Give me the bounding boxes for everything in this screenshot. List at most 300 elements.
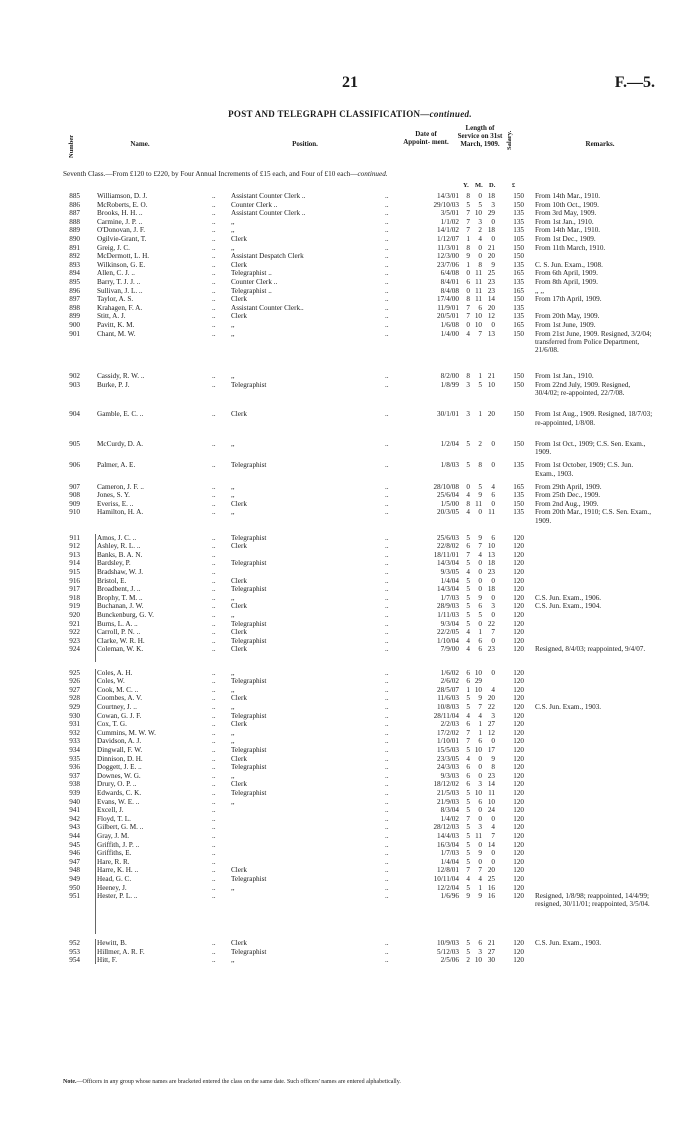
leader-dots: .. [385,956,389,965]
cell-m: 8 [478,260,482,269]
cell-date: 10/9/03 [437,939,459,948]
cell-no: 905 [69,440,80,449]
cell-no: 930 [69,711,80,720]
cell-date: 16/3/04 [437,840,459,849]
cell-y: 8 [466,243,470,252]
cell-pos: Telegraphist [231,559,267,568]
cell-y: 1 [466,260,470,269]
cell-date: 20/3/05 [437,508,459,517]
cell-y: 4 [466,568,470,576]
table-row [0,585,700,594]
leader-dots: .. [385,636,389,645]
cell-date: 1/11/03 [437,611,459,619]
leader-dots: .. [212,269,216,278]
leader-dots: .. [212,461,216,470]
footnote [63,1079,401,1085]
cell-no: 898 [69,303,80,312]
cell-date: 1/7/03 [440,593,459,602]
table-row [0,789,700,798]
cell-d: 27 [487,947,495,956]
cell-m: 1 [478,883,482,892]
cell-sal: 120 [513,585,524,594]
cell-no: 890 [69,235,80,243]
cell-d: 13 [487,329,495,338]
cell-name: Gilbert, G. M. .. [97,823,144,832]
leader-dots: .. [212,278,216,286]
cell-m: 2 [478,226,482,235]
cell-y: 5 [466,585,470,594]
cell-no: 896 [69,286,80,295]
cell-pos: ,, [231,728,235,737]
leader-dots: .. [212,694,216,703]
cell-sal: 120 [513,628,524,637]
cell-date: 3/5/01 [440,209,459,218]
cell-name: Coles, W. [97,677,125,686]
cell-rem: From 1st October, 1909; C.S. Jun. Exam., 1903. [535,461,634,478]
cell-name: O'Donovan, J. F. [97,226,146,235]
cell-d: 22 [487,619,495,628]
cell-pos: ,, [231,508,235,517]
cell-m: 10 [474,668,482,677]
cell-pos: Telegraphist [231,763,267,772]
leader-dots: .. [212,576,216,585]
leader-dots: .. [385,303,389,312]
leader-dots: .. [385,461,389,470]
cell-m: 10 [474,312,482,321]
cell-rem: C.S. Jun. Exam., 1903. [535,703,602,711]
cell-y: 5 [466,797,470,806]
cell-name: Williamson, D. J. [97,192,148,200]
cell-no: 901 [69,329,80,338]
leader-dots: .. [212,746,216,754]
cell-name: Bradshaw, W. J. [97,568,144,576]
cell-no: 922 [69,628,80,637]
cell-m: 1 [478,628,482,637]
cell-date: 17/4/00 [437,295,459,304]
cell-d: 18 [487,192,495,200]
cell-sal: 150 [513,295,524,304]
cell-date: 9/3/03 [440,771,459,780]
cell-pos: Clerk [231,754,247,763]
cell-name: Hewitt, B. [97,939,127,948]
cell-date: 8/4/01 [440,278,459,286]
leader-dots: .. [385,789,389,797]
cell-name: McDermott, L. H. [97,252,150,261]
cell-d: 14 [487,295,495,304]
cell-no: 888 [69,217,80,226]
leader-dots: .. [212,780,216,789]
leader-dots: .. [212,559,216,568]
title-main: POST AND TELEGRAPH CLASSIFICATION— [228,109,430,119]
leader-dots: .. [212,372,216,380]
cell-y: 8 [466,499,470,508]
table-row [0,645,700,654]
cell-pos: Clerk [231,866,247,875]
cell-name: Griffith, J. P. .. [97,840,140,849]
table-row [0,372,700,381]
cell-sal: 120 [513,892,524,901]
cell-pos: ,, [231,217,235,226]
table-row [0,694,700,703]
cell-m: 11 [475,278,482,286]
cell-sal: 165 [513,269,524,278]
cell-m: 5 [478,200,482,209]
cell-date: 15/5/03 [437,746,459,754]
table-row [0,703,700,712]
cell-date: 24/3/03 [437,763,459,772]
cell-no: 935 [69,754,80,763]
cell-d: 9 [491,260,495,269]
leader-dots: .. [385,711,389,720]
table-row [0,832,700,841]
leader-dots: .. [385,720,389,729]
cell-sal: 150 [513,499,524,508]
leader-dots: .. [385,737,389,746]
leader-dots: .. [385,269,389,278]
cell-name: Greig, J. C. [97,243,130,252]
leader-dots: .. [212,380,216,389]
cell-date: 28/11/04 [433,711,459,720]
cell-d: 27 [487,720,495,729]
table-row [0,209,700,218]
cell-date: 14/4/03 [437,832,459,840]
cell-pos: Clerk [231,939,247,948]
table-row [0,295,700,304]
leader-dots: .. [385,703,389,711]
leader-dots: .. [385,797,389,806]
cell-m: 0 [478,252,482,261]
cell-m: 4 [478,711,482,720]
cell-date: 8/3/04 [440,806,459,815]
cell-pos: Clerk [231,295,247,304]
leader-dots: .. [212,303,216,312]
cell-d: 21 [487,372,495,380]
cell-m: 10 [474,956,482,965]
cell-no: 924 [69,645,80,654]
cell-sal: 150 [513,200,524,209]
cell-date: 1/4/02 [440,814,459,823]
cell-date: 2/5/06 [440,956,459,965]
cell-no: 906 [69,461,80,470]
leader-dots: .. [212,602,216,611]
cell-m: 6 [478,636,482,645]
leader-dots: .. [385,380,389,389]
cell-d: 23 [487,568,495,576]
leader-dots: .. [385,440,389,449]
table-row [0,841,700,850]
cell-name: Hare, R. R. [97,857,130,866]
cell-no: 915 [69,568,80,576]
cell-no: 894 [69,269,80,278]
header-date: Date of Appoint- ment. [403,130,449,146]
cell-rem: C.S. Jun. Exam., 1903. [535,939,602,948]
cell-d: 18 [487,226,495,235]
cell-no: 940 [69,797,80,806]
cell-rem: From 21st June, 1909. Resigned, 3/2/04; transferred from Police Department, 21/6/08. [535,329,652,354]
cell-m: 6 [478,939,482,948]
cell-name: Hillmer, A. R. F. [97,947,145,956]
cell-y: 7 [466,226,470,235]
leader-dots: .. [385,728,389,737]
cell-d: 0 [491,737,495,746]
cell-sal: 120 [513,611,524,619]
cell-pos: ,, [231,956,235,965]
cell-date: 28/5/07 [437,685,459,694]
cell-d: 7 [491,628,495,637]
leader-dots: .. [212,321,216,329]
cell-m: 7 [478,866,482,875]
cell-no: 923 [69,636,80,645]
leader-dots: .. [212,209,216,218]
cell-rem: From 20th Mar., 1910; C.S. Sen. Exam., 1909. [535,508,651,525]
cell-d: 0 [491,235,495,243]
cell-no: 919 [69,602,80,611]
leader-dots: .. [212,685,216,694]
cell-sal: 135 [513,260,524,269]
cell-d: 20 [487,410,495,419]
cell-d: 7 [491,832,495,840]
cell-d: 0 [491,857,495,866]
cell-d: 0 [491,499,495,508]
cell-sal: 150 [513,410,524,419]
cell-date: 11/9/01 [437,303,459,312]
table-row [0,218,700,227]
cell-name: Harre, K. H. .. [97,866,139,875]
cell-d: 30 [487,956,495,965]
table-row [0,849,700,858]
table-row [0,884,700,893]
cell-sal: 120 [513,559,524,568]
cell-date: 21/5/03 [437,789,459,797]
cell-no: 933 [69,737,80,746]
cell-m: 2 [478,440,482,449]
cell-no: 928 [69,694,80,703]
cell-d: 0 [491,611,495,619]
cell-pos: Counter Clerk .. [231,278,278,286]
leader-dots: .. [385,295,389,304]
cell-m: 6 [478,737,482,746]
cell-m: 4 [478,550,482,559]
cell-name: Taylor, A. S. [97,295,134,304]
cell-date: 21/9/03 [437,797,459,806]
cell-d: 29 [487,209,495,218]
cell-y: 9 [466,252,470,261]
cell-y: 4 [466,711,470,720]
cell-d: 16 [487,892,495,901]
cell-sal: 120 [513,677,524,686]
cell-y: 6 [466,542,470,551]
leader-dots: .. [385,875,389,883]
table-row [0,577,700,586]
cell-y: 7 [466,814,470,823]
cell-m: 10 [474,321,482,329]
cell-date: 1/10/04 [437,636,459,645]
cell-y: 5 [466,461,470,470]
leader-dots: .. [212,593,216,602]
leader-dots: .. [385,849,389,858]
table-row [0,568,700,577]
cell-pos: Telegraphist [231,461,267,470]
cell-rem: Resigned, 1/8/98; reappointed, 14/4/99; resigned, 30/11/01; reappointed, 3/5/04. [535,892,650,909]
cell-name: Cassidy, R. W. .. [97,372,145,380]
table-row [0,201,700,210]
cell-rem: From 1st June, 1909. [535,321,596,329]
page-number: 21 [342,74,358,91]
leader-dots: .. [212,737,216,746]
cell-y: 5 [466,611,470,619]
cell-rem: From 1st Aug., 1909. Resigned, 18/7/03; re-appointed, 1/8/08. [535,410,653,427]
table-row [0,278,700,287]
cell-m: 8 [478,461,482,470]
cell-name: Barry, T. J. J. .. [97,278,141,286]
cell-m: 0 [478,568,482,576]
cell-y: 5 [466,200,470,209]
cell-y: 5 [466,602,470,611]
table-row [0,746,700,755]
table-row [0,304,700,313]
cell-pos: ,, [231,372,235,380]
cell-d: 20 [487,303,495,312]
class-line-continued: continued. [357,170,388,178]
leader-dots: .. [212,789,216,797]
cell-y: 5 [466,789,470,797]
cell-d: 11 [488,508,495,517]
cell-no: 916 [69,576,80,585]
leader-dots: .. [385,286,389,295]
table-row [0,763,700,772]
cell-date: 10/8/03 [437,703,459,711]
leader-dots: .. [212,814,216,823]
cell-y: 0 [466,286,470,295]
cell-no: 889 [69,226,80,235]
cell-no: 947 [69,857,80,866]
table-row [0,866,700,875]
cell-name: Drury, O. P. .. [97,780,137,789]
cell-d: 0 [491,814,495,823]
leader-dots: .. [385,491,389,500]
cell-date: 28/9/03 [437,602,459,611]
cell-d: 23 [487,645,495,654]
table-row [0,677,700,686]
cell-y: 4 [466,875,470,883]
cell-no: 946 [69,849,80,858]
cell-rem: From 3rd May, 1909. [535,209,597,218]
cell-sal: 120 [513,857,524,866]
cell-name: Jones, S. Y. [97,491,130,500]
leader-dots: .. [212,771,216,780]
cell-date: 2/2/03 [440,720,459,729]
cell-pos: Clerk [231,694,247,703]
leader-dots: .. [212,628,216,637]
cell-d: 0 [491,440,495,449]
cell-y: 5 [466,823,470,832]
header-remarks: Remarks. [585,140,615,148]
cell-pos: Telegraphist [231,380,267,389]
cell-y: 4 [466,491,470,500]
cell-name: Coombes, A. V. [97,694,143,703]
cell-m: 0 [478,840,482,849]
cell-d: 12 [487,312,495,321]
cell-no: 918 [69,593,80,602]
cell-sal: 120 [513,754,524,763]
cell-rem: From 25th Dec., 1909. [535,491,601,500]
table-row [0,321,700,330]
page-reference: F.—5. [614,74,655,91]
cell-y: 6 [466,677,470,686]
table-row [0,534,700,543]
table-row [0,669,700,678]
cell-m: 0 [478,508,482,517]
cell-no: 908 [69,491,80,500]
cell-d: 16 [487,883,495,892]
cell-date: 8/2/00 [440,372,459,380]
cell-m: 0 [478,559,482,568]
leader-dots: .. [385,550,389,559]
cell-pos: Telegraphist [231,636,267,645]
cell-y: 5 [466,619,470,628]
cell-no: 899 [69,312,80,321]
table-row [0,602,700,611]
cell-no: 892 [69,252,80,261]
cell-sal: 150 [513,243,524,252]
cell-m: 3 [478,780,482,789]
cell-rem: From 10th Oct., 1909. [535,200,599,209]
table-row [0,755,700,764]
cell-sal: 105 [513,235,524,243]
leader-dots: .. [385,252,389,261]
cell-no: 893 [69,260,80,269]
cell-date: 9/3/05 [440,568,459,576]
table-row [0,551,700,560]
leader-dots: .. [212,252,216,261]
cell-name: Pavitt, K. M. [97,321,135,329]
cell-sal: 120 [513,602,524,611]
cell-m: 11 [475,499,482,508]
table-row [0,461,700,478]
cell-name: Excell, J. [97,806,124,815]
table-row [0,780,700,789]
leader-dots: .. [385,823,389,832]
leader-dots: .. [385,243,389,252]
cell-d: 12 [487,728,495,737]
cell-m: 1 [478,728,482,737]
cell-name: Head, G. C. [97,875,132,883]
cell-no: 891 [69,243,80,252]
leader-dots: .. [385,217,389,226]
leader-dots: .. [212,849,216,858]
cell-sal: 165 [513,286,524,295]
cell-sal: 120 [513,832,524,840]
title-continued: continued. [429,109,472,119]
cell-sal: 120 [513,823,524,832]
cell-pos: Assistant Despatch Clerk [231,252,304,261]
cell-d: 20 [487,694,495,703]
cell-no: 948 [69,866,80,875]
cell-no: 925 [69,668,80,677]
cell-date: 1/10/01 [437,737,459,746]
cell-m: 0 [478,619,482,628]
leader-dots: .. [385,602,389,611]
table-row [0,594,700,603]
cell-rem: From 1st Dec., 1909. [535,235,596,243]
cell-m: 6 [478,602,482,611]
leader-dots: .. [212,892,216,901]
cell-name: Wilkinson, G. E. [97,260,146,269]
cell-pos: Counter Clerk .. [231,200,278,209]
cell-no: 937 [69,771,80,780]
cell-d: 17 [487,746,495,754]
cell-no: 929 [69,703,80,711]
